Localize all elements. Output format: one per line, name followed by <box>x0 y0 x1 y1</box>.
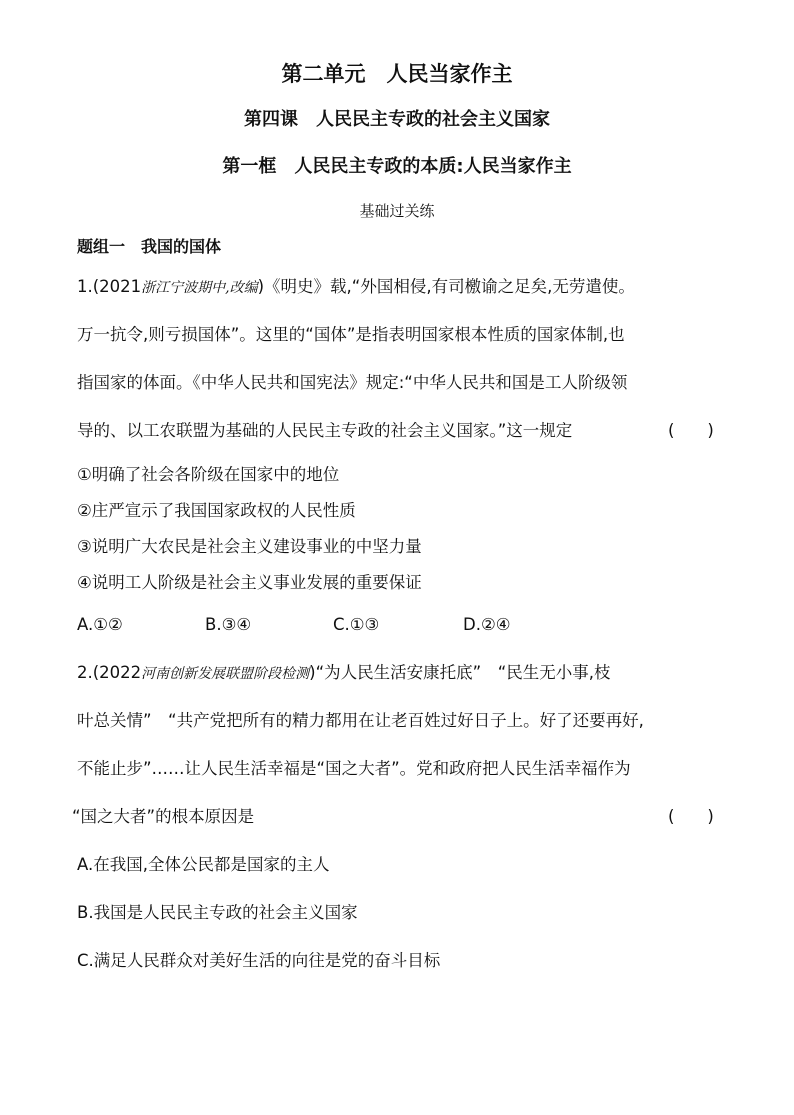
q1-line-3: 指国家的体面。《中华人民共和国宪法》规定:“中华人民共和国是工人阶级领 <box>77 373 628 392</box>
q2-answer-blank: ( ) <box>668 807 714 826</box>
q2-number: 2.(2022 <box>77 663 142 682</box>
exercise-title: 基础过关练 <box>359 202 435 220</box>
q1-line-4: 导的、以工农联盟为基础的人民民主专政的社会主义国家。”这一规定 <box>77 421 573 440</box>
q1-line-1-text: )《明史》载,“外国相侵,有司檄谕之足矣,无劳遣使。 <box>257 277 635 296</box>
q2-option-c: C.满足人民群众对美好生活的向往是党的奋斗目标 <box>77 951 441 970</box>
q2-line-3: 不能止步”……让人民生活幸福是“国之大者”。党和政府把人民生活幸福作为 <box>77 759 631 778</box>
q1-statement-1: ①明确了社会各阶级在国家中的地位 <box>77 465 340 484</box>
q1-statement-3: ③说明广大农民是社会主义建设事业的中坚力量 <box>77 537 422 556</box>
lesson-title: 第四课 人民民主专政的社会主义国家 <box>244 109 550 130</box>
q1-number: 1.(2021 <box>77 277 142 296</box>
group-heading: 题组一 我国的国体 <box>77 237 222 256</box>
q2-line-1-text: )“为人民生活安康托底” “民生无小事,枝 <box>309 663 611 682</box>
q1-statement-4: ④说明工人阶级是社会主义事业发展的重要保证 <box>77 573 422 592</box>
q2-option-b: B.我国是人民民主专政的社会主义国家 <box>77 903 358 922</box>
q2-source: 河南创新发展联盟阶段检测 <box>141 666 310 682</box>
q1-option-b: B.③④ <box>205 615 252 634</box>
q1-line-2: 万一抗令,则亏损国体”。这里的“国体”是指表明国家根本性质的国家体制,也 <box>77 325 625 344</box>
section-title: 第一框 人民民主专政的本质:人民当家作主 <box>222 156 572 177</box>
q1-answer-blank: ( ) <box>668 421 714 440</box>
q2-line-4: “国之大者”的根本原因是 <box>72 807 255 826</box>
q1-line-1 <box>77 276 635 299</box>
q2-line-2: 叶总关情” “共产党把所有的精力都用在让老百姓过好日子上。好了还要再好, <box>77 711 644 730</box>
q2-line-1 <box>77 662 611 685</box>
q1-option-a: A.①② <box>77 615 123 634</box>
unit-title: 第二单元 人民当家作主 <box>281 62 513 86</box>
q1-statement-2: ②庄严宣示了我国国家政权的人民性质 <box>77 501 356 520</box>
q1-option-d: D.②④ <box>463 615 511 634</box>
q1-option-c: C.①③ <box>333 615 380 634</box>
q2-option-a: A.在我国,全体公民都是国家的主人 <box>77 855 330 874</box>
q1-source: 浙江宁波期中,改编 <box>141 280 258 296</box>
